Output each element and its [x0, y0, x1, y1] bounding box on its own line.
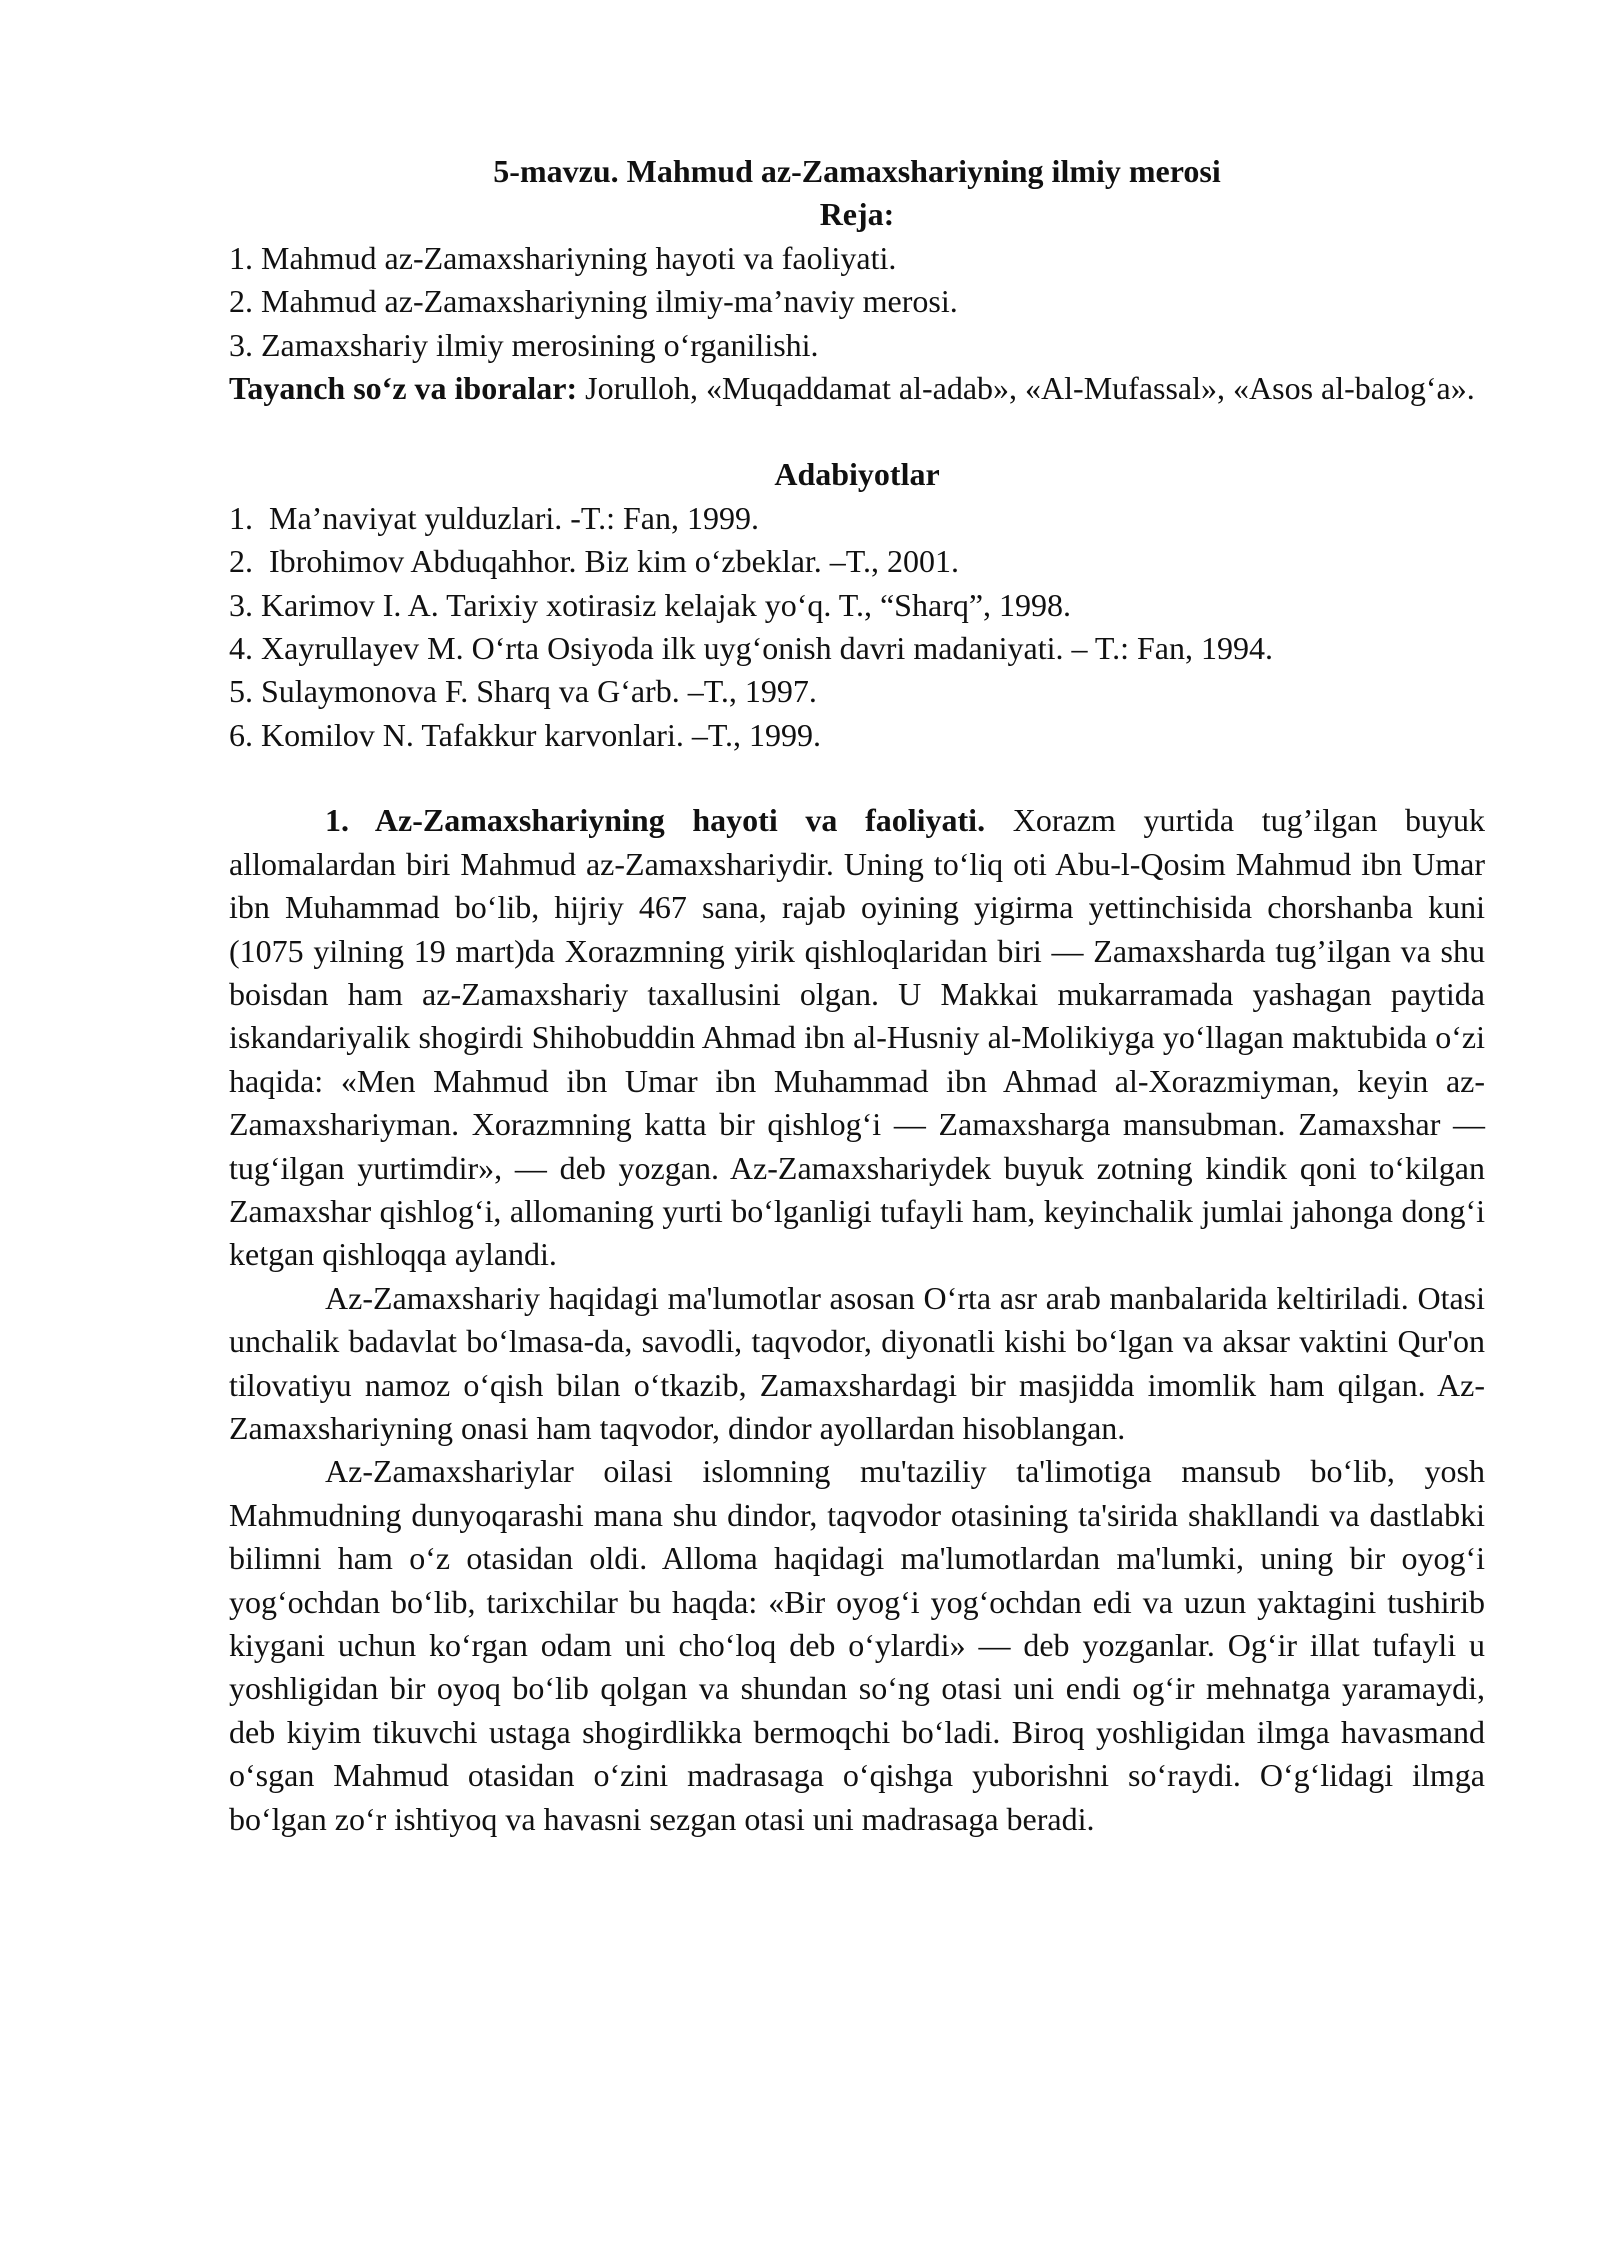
literature-text: Karimov I. A. Tarixiy xotirasiz kelajak yo‘q. T., “Sharq”, 1998. [261, 586, 1072, 623]
literature-item [229, 497, 1485, 540]
keywords-label: Tayanch so‘z va iboralar: [229, 370, 578, 407]
literature-number: 5. [229, 673, 253, 710]
spacer [229, 410, 1485, 453]
literature-item [229, 714, 1485, 757]
plan-heading: Reja: [819, 196, 895, 233]
literature-number: 3. [229, 586, 253, 623]
literature-text: Komilov N. Tafakkur karvonlari. –T., 1999. [261, 716, 822, 753]
literature-item [229, 540, 1485, 583]
plan-item: 1. Mahmud az-Zamaxshariyning hayoti va faoliyati. [229, 239, 897, 276]
keywords-paragraph [229, 367, 1485, 410]
literature-item [229, 584, 1485, 627]
body-paragraph: Az-Zamaxshariy haqidagi ma'lumotlar asosan O‘rta asr arab manbalarida keltiriladi. Otasi unchalik badavlat bo‘lmasa-da, savodli, taqvodor, diyonatli kishi bo‘lgan va aksar vaktini Qur'on tilovatiyu namoz o‘qish bilan o‘tkazib, Zamaxshardagi bir masjidda imomlik ham qilgan. Az-Zamaxshariyning onasi ham taqvodor, dindor ayollardan hisoblangan. [229, 1279, 1485, 1446]
literature-list [229, 497, 1485, 757]
keywords-text: Jorulloh, «Muqaddamat al-adab», «Al-Mufassal», «Asos al-balog‘a». [577, 370, 1475, 407]
literature-heading: Adabiyotlar [774, 456, 940, 493]
literature-number: 2. [229, 543, 253, 580]
spacer [229, 757, 1485, 799]
page-title: 5-mavzu. Mahmud az-Zamaxshariyning ilmiy merosi [493, 153, 1221, 189]
literature-text: Ibrohimov Abduqahhor. Biz kim o‘zbeklar. –T., 2001. [269, 543, 959, 580]
plan-item: 2. Mahmud az-Zamaxshariyning ilmiy-ma’naviy merosi. [229, 283, 958, 320]
section-heading: 1. Az-Zamaxshariyning hayoti va faoliyati. [325, 802, 986, 839]
section-paragraph [229, 799, 1485, 1276]
plan-item: 3. Zamaxshariy ilmiy merosining o‘rganilishi. [229, 326, 819, 363]
literature-number: 6. [229, 716, 253, 753]
body-paragraph: Az-Zamaxshariylar oilasi islomning mu'taziliy ta'limotiga mansub bo‘lib, yosh Mahmudning dunyoqarashi mana shu dindor, taqvodor otasining ta'sirida shakllandi va dastlabki bilimni ham o‘z otasidan oldi. Alloma haqidagi ma'lumotlardan ma'lumki, uning bir oyog‘i yog‘ochdan bo‘lib, tarixchilar bu haqda: «Bir oyog‘i yog‘ochdan edi va uzun yaktagini tushirib kiygani uchun ko‘rgan odam uni cho‘loq deb o‘ylardi» — deb yozganlar. Og‘ir illat tufayli u yoshligidan bir oyoq bo‘lib qolgan va shundan so‘ng otasi uni endi og‘ir mehnatga yaramaydi, deb kiyim tikuvchi ustaga shogirdlikka bermoqchi bo‘ladi. Biroq yoshligidan ilmga havasmand o‘sgan Mahmud otasidan o‘zini madrasaga o‘qishga yuborishni so‘raydi. O‘g‘lidagi ilmga bo‘lgan zo‘r ishtiyoq va havasni sezgan otasi uni madrasaga beradi. [229, 1453, 1485, 1837]
literature-number: 4. [229, 630, 253, 667]
literature-text: Ma’naviyat yulduzlari. -T.: Fan, 1999. [269, 499, 759, 536]
literature-number: 1. [229, 499, 253, 536]
literature-item [229, 670, 1485, 713]
document-page [229, 150, 1485, 1841]
literature-text: Xayrullayev M. O‘rta Osiyoda ilk uyg‘onish davri madaniyati. – T.: Fan, 1994. [261, 630, 1273, 667]
literature-item [229, 627, 1485, 670]
paragraph-text: Xorazm yurtida tug’ilgan buyuk allomalardan biri Mahmud az-Zamaxshariydir. Uning to‘liq oti Abu-l-Qosim Mahmud ibn Umar ibn Muhammad bo‘lib, hijriy 467 sana, rajab oyining yigirma yettinchisida chorshanba kuni (1075 yilning 19 mart)da Xorazmning yirik qishloqlaridan biri — Zamaxsharda tug’ilgan va shu boisdan ham az-Zamaxshariy taxallusini olgan. U Makkai mukarramada yashagan paytida iskandariyalik shogirdi Shihobuddin Ahmad ibn al-Husniy al-Molikiyga yo‘llagan maktubida o‘zi haqida: «Men Mahmud ibn Umar ibn Muhammad ibn Ahmad al-Xorazmiyman, keyin az-Zamaxshariyman. Xorazmning katta bir qishlog‘i — Zamaxsharga mansubman. Zamaxshar — tug‘ilgan yurtimdir», — deb yozgan. Az-Zamaxshariydek buyuk zotning kindik qoni to‘kilgan Zamaxshar qishlog‘i, allomaning yurti bo‘lganligi tufayli ham, keyinchalik jumlai jahonga dong‘i ketgan qishloqqa aylandi. [229, 802, 1485, 1273]
literature-text: Sulaymonova F. Sharq va G‘arb. –T., 1997. [261, 673, 817, 710]
